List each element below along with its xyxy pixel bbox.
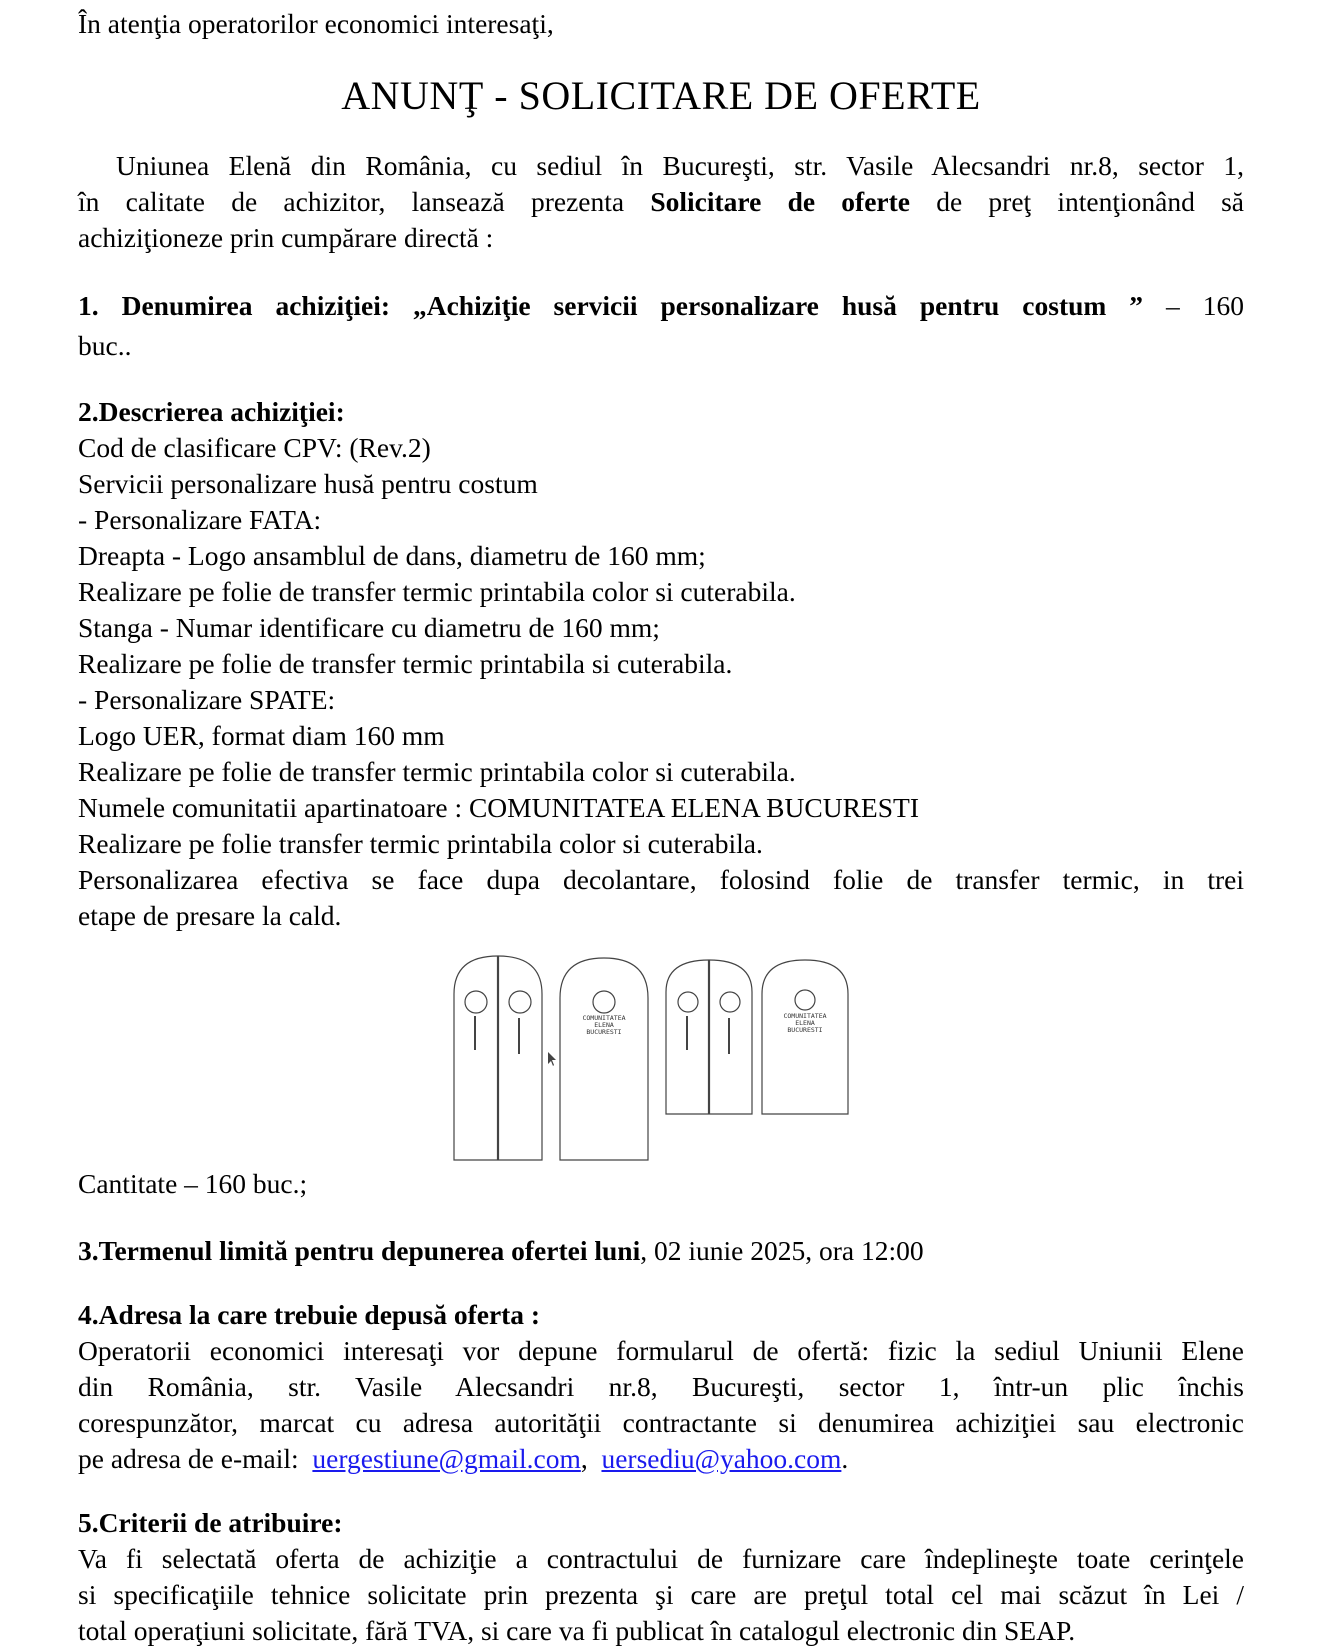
section-5-heading: 5.Criterii de atribuire:: [78, 1507, 343, 1538]
garment-cover-figure: [452, 952, 872, 1167]
figure-label: COMUNITATEA: [582, 1014, 626, 1022]
address-line-1: Operatorii economici interesaţi vor depune formularul de ofertă: fizic la sediul Uniunii Elene: [78, 1335, 1244, 1366]
figure-label: ELENA: [795, 1019, 815, 1027]
description-line: - Personalizare SPATE:: [78, 684, 336, 715]
description-line: Stanga - Numar identificare cu diametru de 160 mm;: [78, 612, 660, 643]
section-1: [78, 286, 1244, 366]
section-5: [78, 1505, 1244, 1649]
section-2: [78, 394, 1244, 934]
intro-line-1: Uniunea Elenă din România, cu sediul în Bucureşti, str. Vasile Alecsandri nr.8, sector 1,: [116, 150, 1244, 181]
figure-label: ELENA: [594, 1021, 614, 1029]
back-cover-large: [560, 958, 648, 1160]
description-line: Dreapta - Logo ansamblul de dans, diametru de 160 mm;: [78, 540, 706, 571]
intro-paragraph: [78, 148, 1244, 256]
intro-line-2: în calitate de achizitor, lansează prezenta Solicitare de oferte de preţ intenţionând să: [78, 186, 1245, 217]
description-line: Cod de clasificare CPV: (Rev.2): [78, 432, 431, 463]
cursor-icon: [548, 1052, 556, 1066]
description-line: Realizare pe folie de transfer termic printabila color si cuterabila.: [78, 756, 796, 787]
address-line-2: din România, str. Vasile Alecsandri nr.8, Bucureşti, sector 1, într-un plic închis: [78, 1371, 1244, 1402]
garment-drawing: [452, 952, 872, 1162]
section-1-cont: buc..: [78, 330, 132, 361]
description-line: - Personalizare FATA:: [78, 504, 322, 535]
email-link-gmail[interactable]: uergestiune@gmail.com: [312, 1443, 581, 1474]
figure-label: COMUNITATEA: [783, 1012, 827, 1020]
address-line-4: pe adresa de e-mail: uergestiune@gmail.com, uersediu@yahoo.com.: [78, 1443, 849, 1474]
section-2-heading: 2.Descrierea achiziţiei:: [78, 396, 345, 427]
description-line: Numele comunitatii apartinatoare : COMUNITATEA ELENA BUCURESTI: [78, 792, 919, 823]
page-title: ANUNŢ - SOLICITARE DE OFERTE: [341, 73, 981, 118]
process-line-2: etape de presare la cald.: [78, 900, 342, 931]
section-3: [78, 1233, 924, 1269]
quantity: Cantitate – 160 buc.;: [78, 1168, 308, 1199]
criteria-line-1: Va fi selectată oferta de achiziţie a contractului de furnizare care îndeplineşte toate cerinţele: [78, 1543, 1244, 1574]
deadline-value: , 02 iunie 2025, ora 12:00: [640, 1235, 924, 1266]
section-1-tail: – 160: [1166, 290, 1245, 321]
description-line: Realizare pe folie de transfer termic printabila color si cuterabila.: [78, 576, 796, 607]
back-cover-small: [762, 960, 848, 1114]
description-line: Logo UER, format diam 160 mm: [78, 720, 445, 751]
section-4: [78, 1297, 1244, 1477]
criteria-line-2: si specificaţiile tehnice solicitate prin prezenta şi care are preţul total cel mai scăzut în Lei /: [78, 1579, 1244, 1610]
email-link-yahoo[interactable]: uersediu@yahoo.com: [601, 1443, 842, 1474]
description-line: Realizare pe folie transfer termic printabila color si cuterabila.: [78, 828, 763, 859]
criteria-line-3: total operaţiuni solicitate, fără TVA, si care va fi publicat în catalogul electronic din SEAP.: [78, 1615, 1076, 1646]
section-3-heading: 3.Termenul limită pentru depunerea ofertei luni: [78, 1235, 641, 1266]
description-line: Servicii personalizare husă pentru costum: [78, 468, 538, 499]
section-1-heading: 1. Denumirea achiziţiei: „Achiziţie servicii personalizare husă pentru costum ”: [78, 290, 1144, 321]
section-4-heading: 4.Adresa la care trebuie depusă oferta :: [78, 1299, 541, 1330]
greeting: În atenţia operatorilor economici interesaţi,: [78, 8, 554, 39]
intro-bold-phrase: Solicitare de oferte: [650, 186, 910, 217]
section-1-heading-line: [78, 286, 1244, 326]
description-line: Realizare pe folie de transfer termic printabila si cuterabila.: [78, 648, 733, 679]
process-line-1: Personalizarea efectiva se face dupa decolantare, folosind folie de transfer termic, in trei: [78, 864, 1244, 895]
intro-line-3: achiziţioneze prin cumpărare directă :: [78, 222, 494, 253]
figure-label: BUCURESTI: [787, 1026, 823, 1034]
figure-label: BUCURESTI: [586, 1028, 622, 1036]
address-line-3: corespunzător, marcat cu adresa autorităţii contractante si denumirea achiziţiei sau electronic: [78, 1407, 1244, 1438]
